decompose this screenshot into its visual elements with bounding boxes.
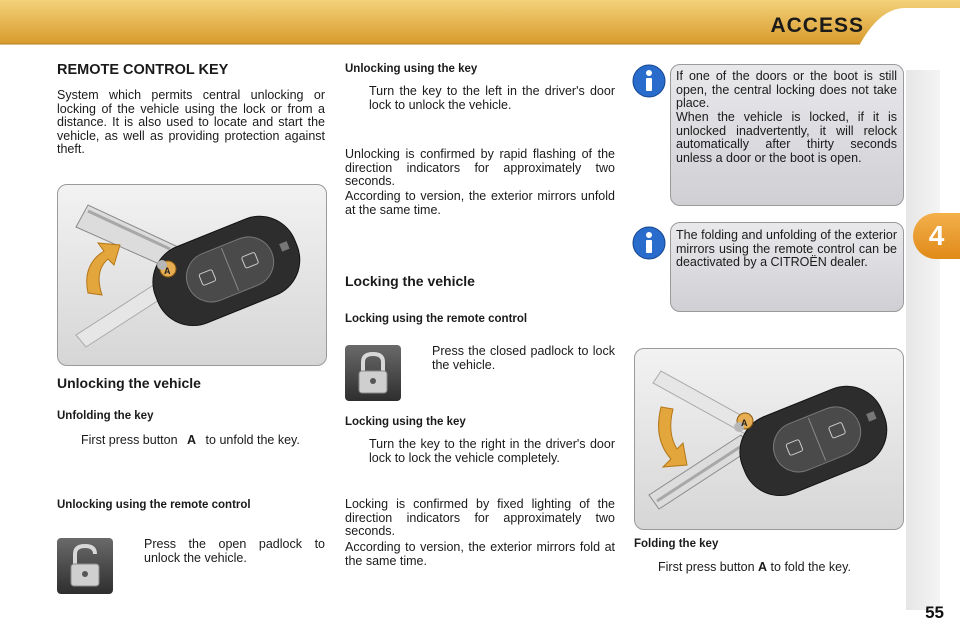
key-fold-image (634, 348, 904, 530)
key-unfold-image (57, 184, 327, 366)
lock-confirm-text: Locking is confirmed by fixed lighting of the direction indicators for approximately two seconds. (345, 497, 615, 538)
page-title: ACCESS (770, 14, 864, 37)
page-header (0, 0, 960, 46)
bullet-unlock-remote: Press the open padlock to unlock the vehicle. (144, 537, 325, 565)
bullet-lock-key: Turn the key to the right in the driver's door lock to lock the vehicle completely. (369, 437, 615, 465)
unlock-confirm-text: Unlocking is confirmed by rapid flashing of the direction indicators for approximately two seconds. (345, 147, 615, 188)
intro-paragraph: System which permits central unlocking or locking of the vehicle using the lock or from a distance. It is also used to locate and start the vehicle, as well as providing protection against theft. (57, 88, 325, 156)
chapter-tab[interactable]: 4 (913, 213, 960, 259)
subtitle-unfolding-key: Unfolding the key (57, 410, 154, 422)
subtitle-locking-remote: Locking using the remote control (345, 313, 528, 325)
bullet-unfold-key: First press button A to unfold the key. (81, 433, 300, 447)
unlock-mirror-text: According to version, the exterior mirrors unfold at the same time. (345, 189, 615, 217)
subtitle-folding-key: Folding the key (634, 538, 719, 550)
info-icon (632, 226, 666, 260)
info-icon (632, 64, 666, 98)
subtitle-unlocking-key: Unlocking using the key (345, 63, 478, 75)
info1-paragraph-2: When the vehicle is locked, if it is unlocked inadvertently, it will relock automatically after thirty seconds unless a door or the boot is open. (676, 110, 897, 165)
button-a-label: A (741, 418, 748, 428)
subtitle-locking-key: Locking using the key (345, 416, 466, 428)
section-title-locking: Locking the vehicle (345, 273, 475, 289)
bullet-lock-remote: Press the closed padlock to lock the vehicle. (432, 344, 615, 372)
button-a-ref: A (758, 560, 768, 574)
page-number: 55 (925, 603, 944, 622)
button-a-label: A (164, 266, 171, 276)
side-rail (906, 70, 940, 610)
lock-mirror-text: According to version, the exterior mirrors fold at the same time. (345, 540, 615, 568)
button-a-ref: A (187, 433, 197, 447)
subtitle-unlocking-remote: Unlocking using the remote control (57, 499, 251, 511)
bullet-fold-key: First press button A to fold the key. (658, 560, 851, 574)
info2-paragraph: The folding and unfolding of the exterior mirrors using the remote control can be deactivated by a CITROËN dealer. (676, 228, 897, 269)
section-title-remote-key: REMOTE CONTROL KEY (57, 62, 229, 78)
section-title-unlocking: Unlocking the vehicle (57, 375, 201, 391)
closed-padlock-icon (345, 345, 401, 401)
bullet-unlock-key: Turn the key to the left in the driver's door lock to unlock the vehicle. (369, 84, 615, 112)
key-unfold-illustration (58, 185, 326, 365)
info1-paragraph-1: If one of the doors or the boot is still open, the central locking does not take place. (676, 69, 897, 110)
key-fold-illustration (635, 349, 903, 529)
open-padlock-icon (57, 538, 113, 594)
